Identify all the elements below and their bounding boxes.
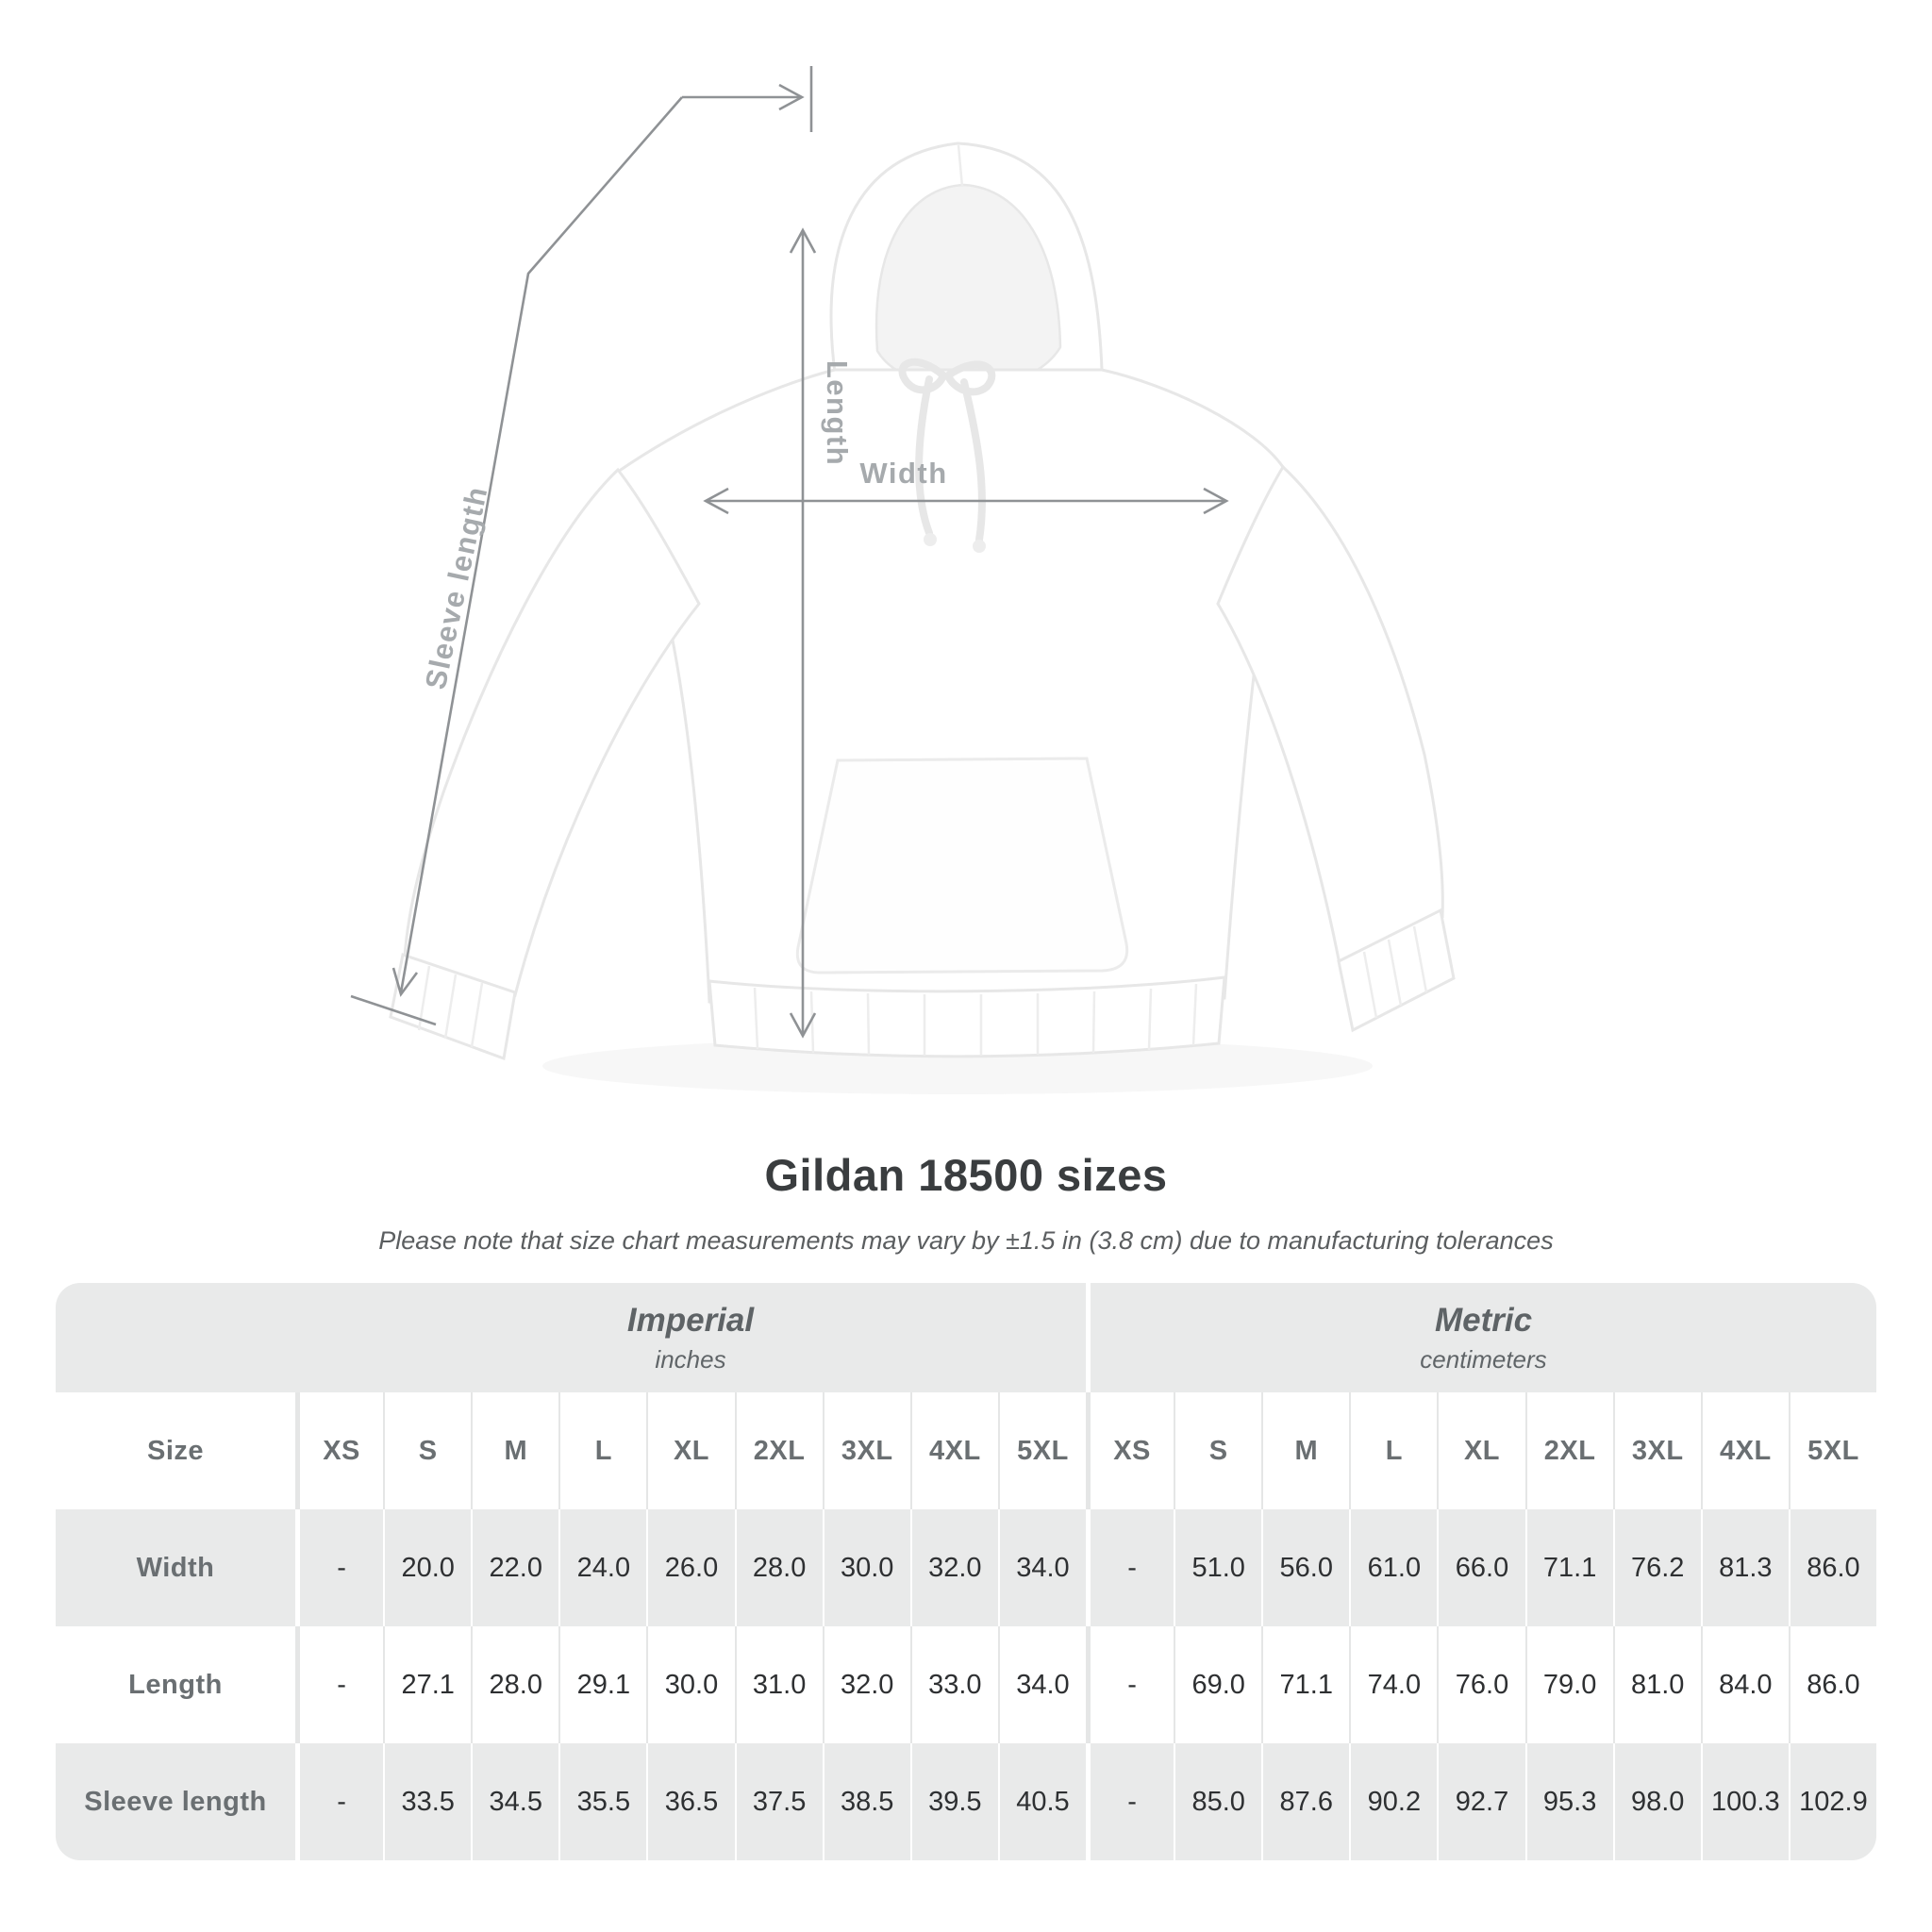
length-label: Length xyxy=(821,359,854,467)
value-cell: 39.5 xyxy=(910,1743,998,1860)
size-header-cell-m-metric: M xyxy=(1261,1392,1349,1509)
value-cell: 32.0 xyxy=(823,1626,910,1743)
width-label: Width xyxy=(859,457,948,490)
value-cell: 28.0 xyxy=(735,1509,823,1626)
right-aglet xyxy=(973,540,986,553)
value-cell: 37.5 xyxy=(735,1743,823,1860)
value-cell: 74.0 xyxy=(1349,1626,1437,1743)
value-cell: 22.0 xyxy=(471,1509,558,1626)
value-cell: - xyxy=(295,1626,383,1743)
value-cell: - xyxy=(1086,1743,1174,1860)
value-cell: 40.5 xyxy=(998,1743,1086,1860)
row-label-sleeve-length: Sleeve length xyxy=(56,1743,295,1860)
value-cell: 86.0 xyxy=(1789,1509,1876,1626)
unit-group-metric xyxy=(1086,1283,1876,1392)
value-cell: 84.0 xyxy=(1701,1626,1789,1743)
size-header-cell-5xl-imperial: 5XL xyxy=(998,1392,1086,1509)
value-cell: 24.0 xyxy=(558,1509,646,1626)
value-cell: 56.0 xyxy=(1261,1509,1349,1626)
hoodie-image xyxy=(391,143,1454,1058)
value-cell: 27.1 xyxy=(383,1626,471,1743)
value-cell: 61.0 xyxy=(1349,1509,1437,1626)
size-column-header: Size xyxy=(56,1392,295,1509)
value-cell: 81.3 xyxy=(1701,1509,1789,1626)
value-cell: 85.0 xyxy=(1174,1743,1261,1860)
value-cell: 87.6 xyxy=(1261,1743,1349,1860)
value-cell: 34.5 xyxy=(471,1743,558,1860)
size-header-cell-l-metric: L xyxy=(1349,1392,1437,1509)
value-cell: 36.5 xyxy=(646,1743,734,1860)
value-cell: 29.1 xyxy=(558,1626,646,1743)
size-header-cell-5xl-metric: 5XL xyxy=(1789,1392,1876,1509)
unit-group-unit: inches xyxy=(655,1344,726,1374)
value-cell: 86.0 xyxy=(1789,1626,1876,1743)
size-header-cell-3xl-metric: 3XL xyxy=(1613,1392,1701,1509)
value-cell: - xyxy=(1086,1509,1174,1626)
value-cell: 76.2 xyxy=(1613,1509,1701,1626)
value-cell: 26.0 xyxy=(646,1509,734,1626)
size-header-cell-xs-imperial: XS xyxy=(295,1392,383,1509)
size-header-cell-4xl-metric: 4XL xyxy=(1701,1392,1789,1509)
size-header-cell-s-imperial: S xyxy=(383,1392,471,1509)
value-cell: 31.0 xyxy=(735,1626,823,1743)
value-cell: 34.0 xyxy=(998,1509,1086,1626)
value-cell: - xyxy=(295,1509,383,1626)
value-cell: 92.7 xyxy=(1437,1743,1524,1860)
size-header-cell-4xl-imperial: 4XL xyxy=(910,1392,998,1509)
unit-group-name: Metric xyxy=(1434,1301,1533,1339)
value-cell: - xyxy=(295,1743,383,1860)
size-header-cell-xl-metric: XL xyxy=(1437,1392,1524,1509)
value-cell: 28.0 xyxy=(471,1626,558,1743)
value-cell: 30.0 xyxy=(823,1509,910,1626)
size-header-cell-2xl-metric: 2XL xyxy=(1525,1392,1613,1509)
unit-group-unit: centimeters xyxy=(1420,1344,1547,1374)
left-aglet xyxy=(924,533,937,546)
value-cell: 33.0 xyxy=(910,1626,998,1743)
page-title: Gildan 18500 sizes xyxy=(764,1150,1168,1200)
kangaroo-pocket xyxy=(797,758,1126,973)
value-cell: 69.0 xyxy=(1174,1626,1261,1743)
value-cell: 30.0 xyxy=(646,1626,734,1743)
sleeve-length-label: Sleeve length xyxy=(418,482,494,692)
value-cell: 79.0 xyxy=(1525,1626,1613,1743)
value-cell: 90.2 xyxy=(1349,1743,1437,1860)
value-cell: 32.0 xyxy=(910,1509,998,1626)
value-cell: - xyxy=(1086,1626,1174,1743)
value-cell: 66.0 xyxy=(1437,1509,1524,1626)
value-cell: 95.3 xyxy=(1525,1743,1613,1860)
value-cell: 71.1 xyxy=(1261,1626,1349,1743)
size-header-cell-xl-imperial: XL xyxy=(646,1392,734,1509)
size-header-cell-m-imperial: M xyxy=(471,1392,558,1509)
value-cell: 35.5 xyxy=(558,1743,646,1860)
row-label-length: Length xyxy=(56,1626,295,1743)
size-header-cell-2xl-imperial: 2XL xyxy=(735,1392,823,1509)
value-cell: 38.5 xyxy=(823,1743,910,1860)
value-cell: 81.0 xyxy=(1613,1626,1701,1743)
size-header-cell-3xl-imperial: 3XL xyxy=(823,1392,910,1509)
size-header-cell-xs-metric: XS xyxy=(1086,1392,1174,1509)
value-cell: 71.1 xyxy=(1525,1509,1613,1626)
size-chart-table xyxy=(56,1283,1876,1860)
size-header-cell-l-imperial: L xyxy=(558,1392,646,1509)
tolerance-note: Please note that size chart measurements may vary by ±1.5 in (3.8 cm) due to manufacturing tolerances xyxy=(378,1226,1554,1255)
value-cell: 20.0 xyxy=(383,1509,471,1626)
value-cell: 33.5 xyxy=(383,1743,471,1860)
value-cell: 34.0 xyxy=(998,1626,1086,1743)
value-cell: 102.9 xyxy=(1789,1743,1876,1860)
value-cell: 98.0 xyxy=(1613,1743,1701,1860)
value-cell: 76.0 xyxy=(1437,1626,1524,1743)
value-cell: 51.0 xyxy=(1174,1509,1261,1626)
hoodie-right-sleeve xyxy=(1218,467,1442,964)
size-header-cell-s-metric: S xyxy=(1174,1392,1261,1509)
unit-group-name: Imperial xyxy=(626,1301,755,1339)
unit-band-spacer xyxy=(56,1283,295,1392)
row-label-width: Width xyxy=(56,1509,295,1626)
value-cell: 100.3 xyxy=(1701,1743,1789,1860)
unit-group-imperial xyxy=(295,1283,1086,1392)
